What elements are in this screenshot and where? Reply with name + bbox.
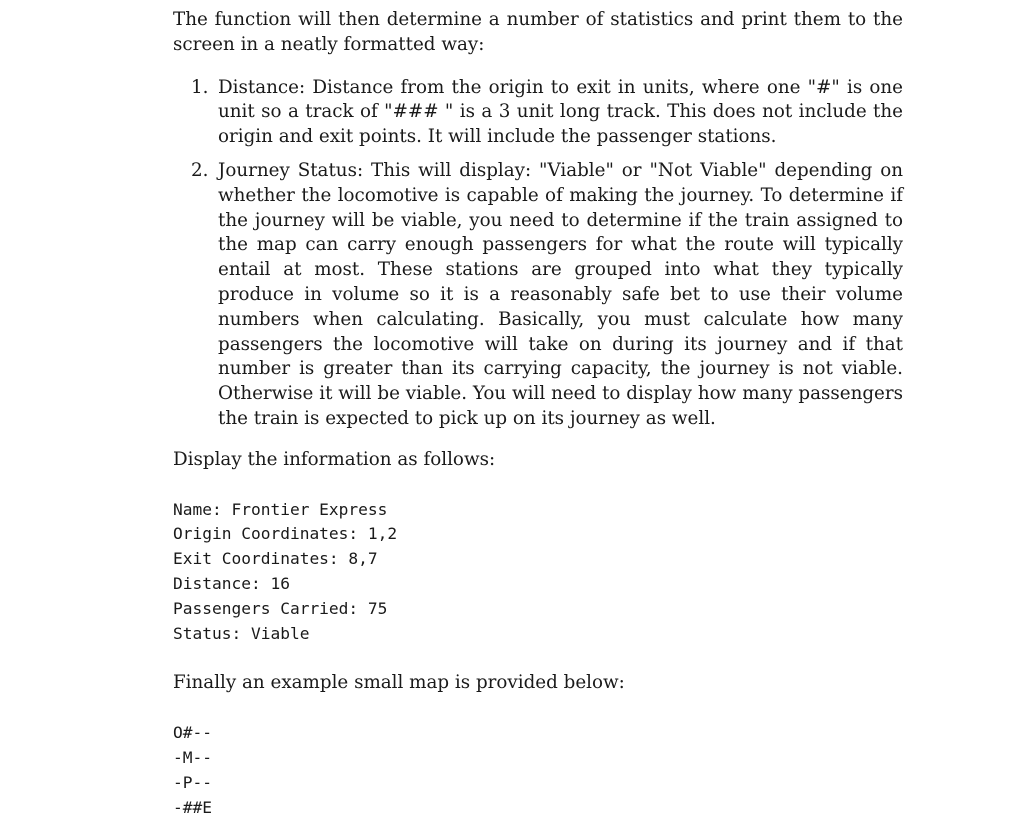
intro-paragraph: The function will then determine a number of statistics and print them to the screen in a neatly formatted way: bbox=[173, 9, 903, 55]
statistics-list bbox=[173, 76, 903, 432]
map-line: O#-- bbox=[173, 723, 212, 743]
map-line: -P-- bbox=[173, 772, 212, 792]
output-line: Exit Coordinates: 8,7 bbox=[173, 549, 378, 569]
output-example-block bbox=[173, 498, 903, 647]
map-line: -M-- bbox=[173, 747, 212, 767]
display-intro-paragraph: Display the information as follows: bbox=[173, 448, 496, 470]
output-line: Status: Viable bbox=[173, 623, 310, 643]
output-line: Passengers Carried: 75 bbox=[173, 598, 388, 618]
list-item-number: 2. bbox=[191, 159, 209, 181]
output-line: Distance: 16 bbox=[173, 573, 290, 593]
map-intro-paragraph: Finally an example small map is provided below: bbox=[173, 672, 625, 694]
output-line: Name: Frontier Express bbox=[173, 499, 388, 519]
list-item-number: 1. bbox=[191, 76, 209, 98]
map-line: -##E bbox=[173, 797, 212, 817]
map-example-block bbox=[173, 721, 903, 820]
document-page bbox=[173, 8, 903, 820]
list-item-text: Journey Status: This will display: "Viable" or "Not Viable" depending on whether the locomotive is capable of making the journey. To determine if the journey will be viable, you need to determine if the train assigned to the map can carry enough passengers for what the route will typically entail at most. These stations are grouped into what they typically produce in volume so it is a reasonably safe bet to use their volume numbers when calculating. Basically, you must calculate how many passengers the locomotive will take on during its journey and if that number is greater than its carrying capacity, the journey is not viable. Otherwise it will be viable. You will need to display how many passengers the train is expected to pick up on its journey as well. bbox=[218, 159, 903, 429]
list-item-text: Distance: Distance from the origin to exit in units, where one "#" is one unit so a track of "### " is a 3 unit long track. This does not include the origin and exit points. It will include the passenger stations. bbox=[218, 76, 903, 148]
list-item-distance bbox=[173, 76, 903, 150]
output-line: Origin Coordinates: 1,2 bbox=[173, 524, 398, 544]
list-item-journey-status bbox=[173, 159, 903, 432]
